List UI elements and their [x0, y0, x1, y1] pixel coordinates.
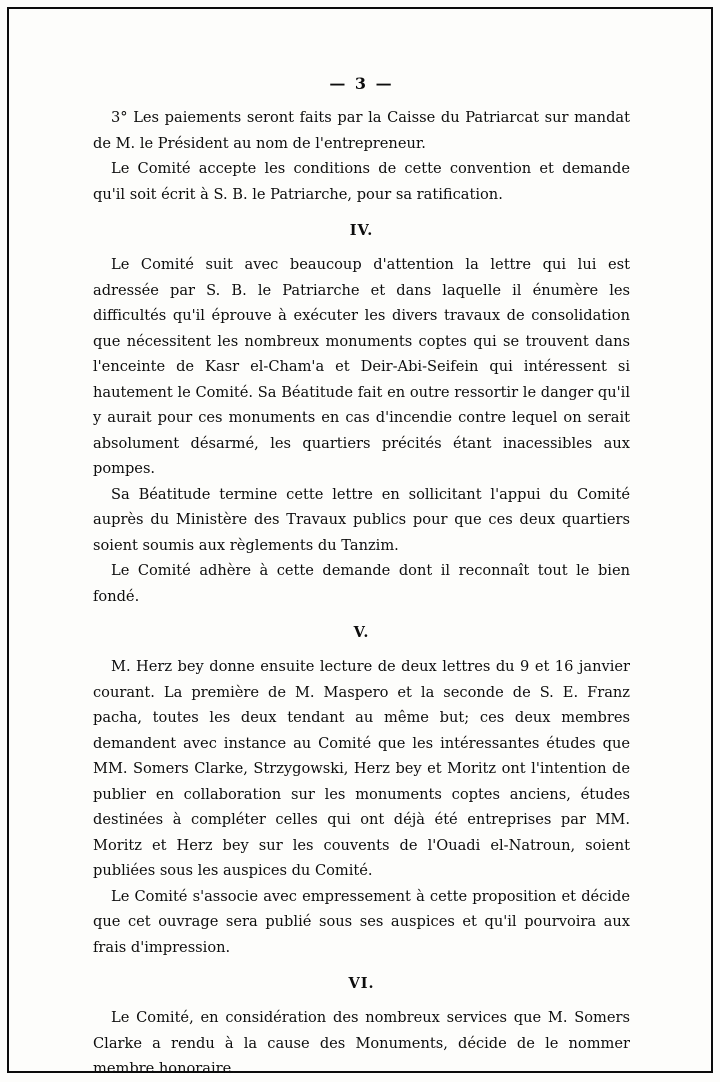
section-heading: IV. [349, 222, 374, 239]
paragraph: Le Comité suit avec beaucoup d'attention la lettre qui lui est adressée par S. B. le Patriarche et dans laquelle il énumère les difficultés qu'il éprouve à exécuter les divers travaux de consolidation que nécessitent les nombreux monuments coptes qui se trouvent dans l'enceinte de Kasr el-Cham'a et Deir-Abi-Seifein qui intéressent si hautement le Comité. Sa Béatitude fait en outre ressortir le danger qu'il y aurait pour ces monuments en cas d'incendie contre lequel on serait absolument désarmé, les quartiers précités étant inacessibles aux pompes. [93, 256, 630, 477]
document-content [93, 74, 630, 1082]
paragraph: Le Comité adhère à cette demande dont il reconnaît tout le bien fondé. [93, 562, 630, 605]
paragraph: M. Herz bey donne ensuite lecture de deux lettres du 9 et 16 janvier courant. La première de M. Maspero et la seconde de S. E. Franz pacha, toutes les deux tendant au même but; ces deux membres demandent avec instance au Comité que les intéressantes études que MM. Somers Clarke, Strzygowski, Herz bey et Moritz ont l'intention de publier en collaboration sur les monuments coptes anciens, études destinées à compléter celles qui ont déjà été entreprises par MM. Moritz et Herz bey sur les couvents de l'Ouadi el-Natroun, soient publiées sous les auspices du Comité. [93, 658, 630, 879]
paragraph: 3° Les paiements seront faits par la Caisse du Patriarcat sur mandat de M. le Président au nom de l'entrepreneur. [93, 109, 630, 152]
page-number: — 3 — [329, 74, 394, 93]
section-heading: V. [353, 624, 370, 641]
paragraph: Sa Béatitude termine cette lettre en sollicitant l'appui du Comité auprès du Ministère des Travaux publics pour que ces deux quartiers soient soumis aux règlements du Tanzim. [93, 485, 630, 554]
section-heading: VI. [348, 975, 375, 992]
paragraph: Le Comité, en considération des nombreux services que M. Somers Clarke a rendu à la cause des Monuments, décide de le nommer membre honoraire. [93, 1009, 630, 1077]
paragraph: Le Comité s'associe avec empressement à cette proposition et décide que cet ouvrage sera publié sous ses auspices et qu'il pourvoira aux frais d'impression. [93, 887, 630, 956]
paragraph: Le Comité accepte les conditions de cette convention et demande qu'il soit écrit à S. B. le Patriarche, pour sa ratification. [93, 160, 630, 203]
